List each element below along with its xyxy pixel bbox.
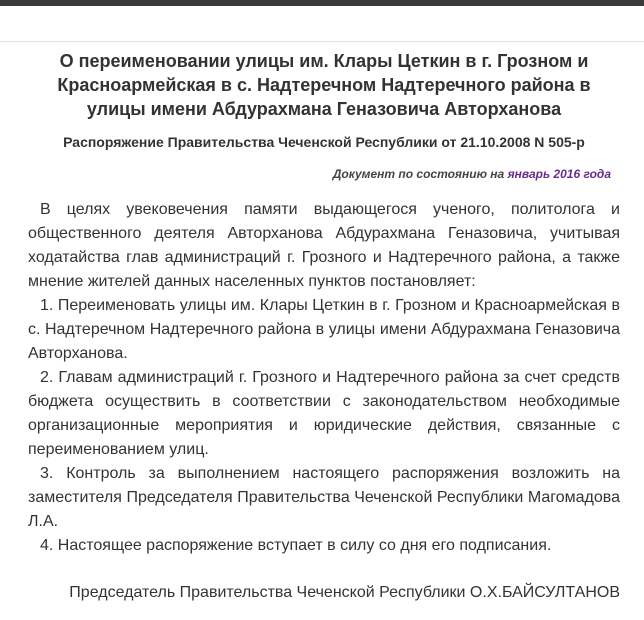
document-body [28,198,620,558]
status-prefix: Документ по состоянию на [332,167,505,181]
status-date-link[interactable]: январь 2016 года [507,167,611,181]
paragraph-item-3: 3. Контроль за выполнением настоящего распоряжения возложить на заместителя Председателя Правительства Чеченской Республики Магомадова Л.А. [28,465,620,530]
signature: Председатель Правительства Чеченской Республики О.Х.БАЙСУЛТАНОВ [69,584,620,601]
document-status [333,166,611,182]
header-divider [0,41,644,42]
paragraph-item-4: 4. Настоящее распоряжение вступает в силу со дня его подписания. [40,537,552,554]
paragraph-item-2: 2. Главам администраций г. Грозного и Надтеречного района за счет средств бюджета осуществить в соответствии с законодательством необходимые организационные мероприятия и юридические действия, связанные с переименованием улиц. [28,369,620,458]
paragraph-item-1: 1. Переименовать улицы им. Клары Цеткин в г. Грозном и Красноармейская в с. Надтеречном Надтеречного района в улицы имени Абдурахмана Геназовича Авторханова. [28,297,620,362]
paragraph-preamble: В целях увековечения памяти выдающегося ученого, политолога и общественного деятеля Авторханова Абдурахмана Геназовича, учитывая ходатайства глав администраций г. Грозного и Надтеречного района, а также мнение жителей данных населенных пунктов постановляет: [28,201,620,290]
document-subtitle: Распоряжение Правительства Чеченской Республики от 21.10.2008 N 505-р [63,134,585,150]
top-bar [0,0,644,6]
document-title: О переименовании улицы им. Клары Цеткин в г. Грозном и Красноармейская в с. Надтеречном Надтеречного района в улицы имени Абдурахмана Геназовича Авторханова [57,51,591,119]
